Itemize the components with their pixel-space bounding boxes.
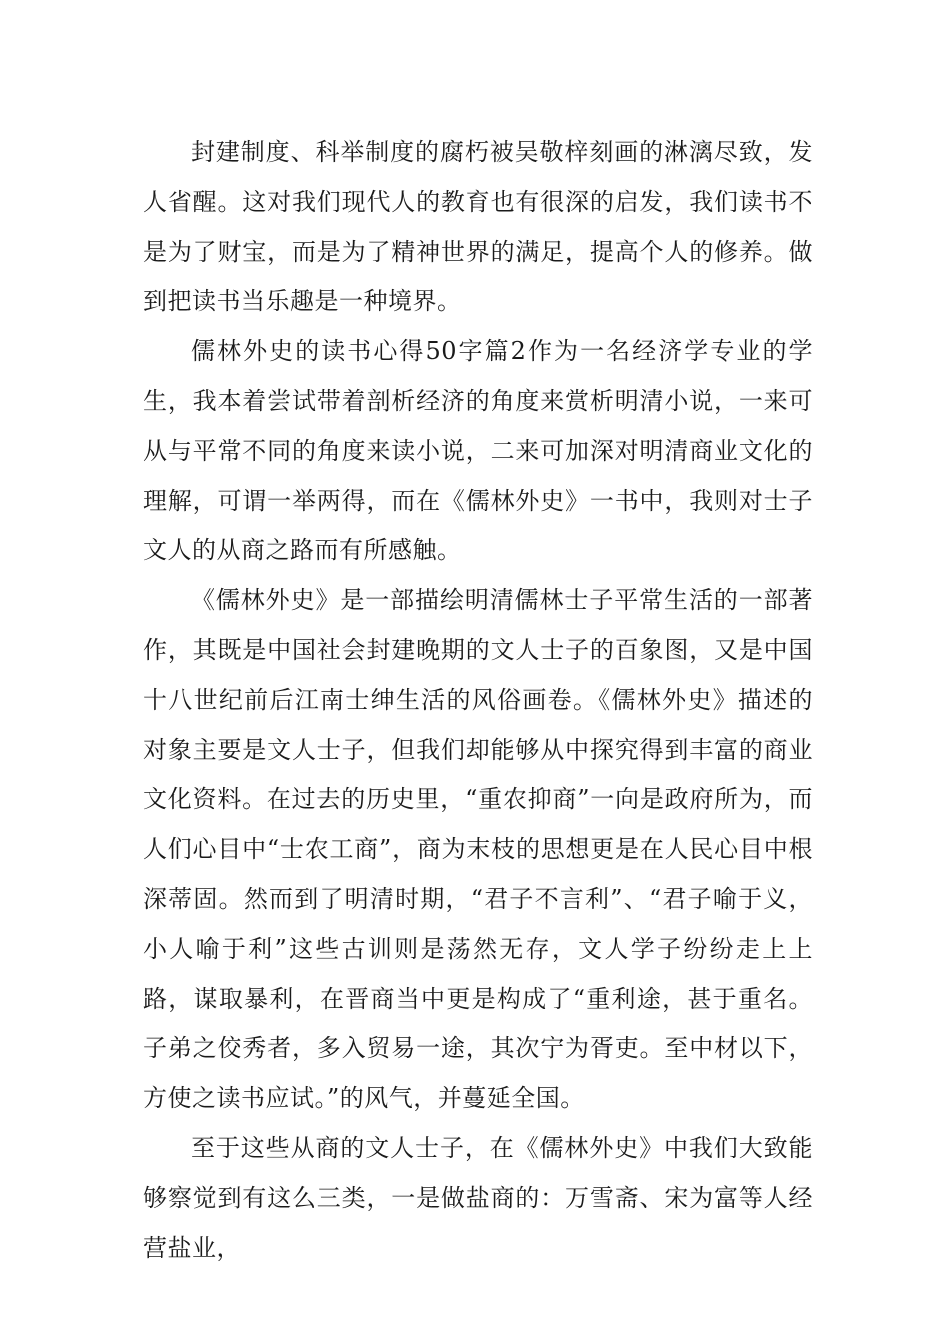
paragraph-4: 至于这些从商的文人士子，在《儒林外史》中我们大致能够察觉到有这么三类，一是做盐商的：万雪斋、宋为富等人经营盐业， — [143, 1134, 813, 1262]
text-block-upper — [143, 128, 813, 1124]
paragraph-1: 封建制度、科举制度的腐朽被吴敬梓刻画的淋漓尽致，发人省醒。这对我们现代人的教育也有很深的启发，我们读书不是为了财宝，而是为了精神世界的满足，提高个人的修养。做到把读书当乐趣是一种境界。 — [143, 138, 813, 316]
paragraph-2: 儒林外史的读书心得50字篇2作为一名经济学专业的学生，我本着尝试带着剖析经济的角度来赏析明清小说，一来可从与平常不同的角度来读小说，二来可加深对明清商业文化的理解，可谓一举两得，而在《儒林外史》一书中，我则对士子文人的从商之路而有所感触。 — [143, 337, 813, 565]
text-block-lower — [143, 1124, 813, 1273]
paragraph-3: 《儒林外史》是一部描绘明清儒林士子平常生活的一部著作，其既是中国社会封建晚期的文人士子的百象图，又是中国十八世纪前后江南士绅生活的风俗画卷。《儒林外史》描述的对象主要是文人士子，但我们却能够从中探究得到丰富的商业文化资料。在过去的历史里，“重农抑商”一向是政府所为，而人们心目中“士农工商”，商为末枝的思想更是在人民心目中根深蒂固。然而到了明清时期，“君子不言利”、“君子喻于义，小人喻于利”这些古训则是荡然无存，文人学子纷纷走上上路，谋取暴利，在晋商当中更是构成了“重利途，甚于重名。子弟之佼秀者，多入贸易一途，其次宁为胥吏。至中材以下，方使之读书应试。”的风气，并蔓延全国。 — [143, 586, 813, 1113]
